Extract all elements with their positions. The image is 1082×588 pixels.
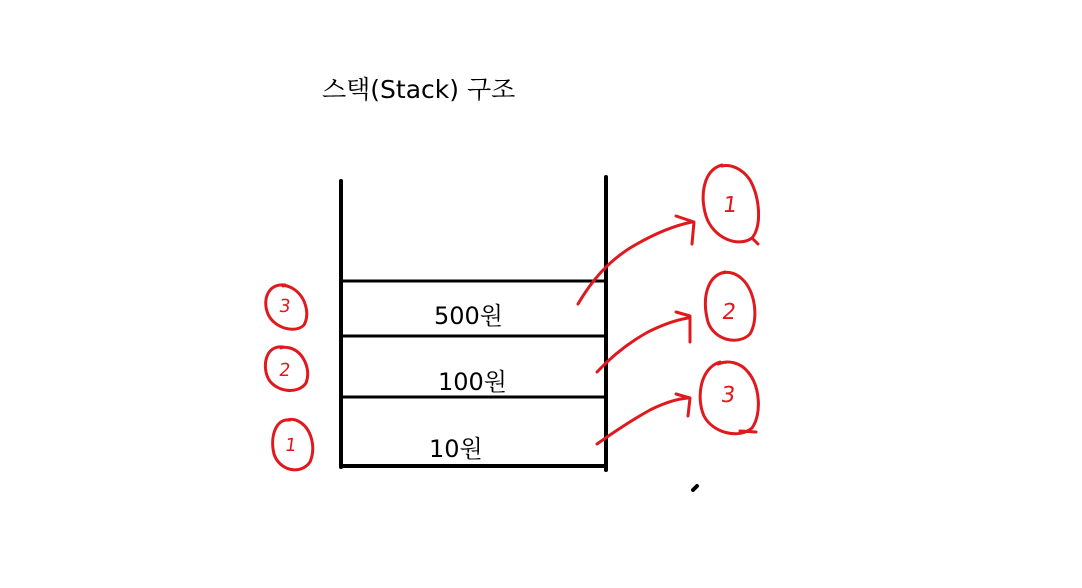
push-order-100: 2 xyxy=(277,360,292,381)
push-order-500: 3 xyxy=(277,296,292,317)
stack-item-100-label: 100원 xyxy=(438,368,507,396)
pop-order-500: 1 xyxy=(721,193,739,218)
stack-item-500-label: 500원 xyxy=(434,302,503,330)
arrow-500 xyxy=(578,216,694,304)
arrow-10 xyxy=(597,394,690,444)
diagram-title: 스택(Stack) 구조 xyxy=(322,75,516,104)
pop-order-100: 2 xyxy=(720,300,738,325)
push-order-10: 1 xyxy=(283,435,298,456)
pop-order-10: 3 xyxy=(719,383,737,408)
stray-ink-mark xyxy=(693,486,697,490)
stack-item-10-label: 10원 xyxy=(429,435,483,463)
arrow-100 xyxy=(597,312,690,372)
